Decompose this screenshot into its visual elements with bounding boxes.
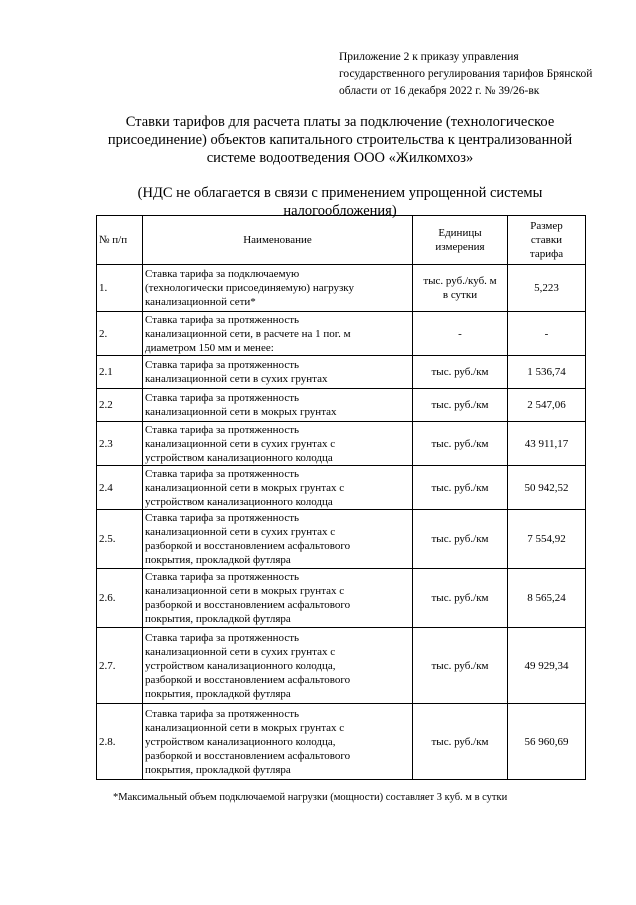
row-name-line: разборкой и восстановлением асфальтового xyxy=(145,599,351,611)
table-row xyxy=(97,628,586,704)
header-name: Наименование xyxy=(143,216,413,265)
appendix-line-1: Приложение 2 к приказу управления xyxy=(339,51,519,63)
row-unit xyxy=(413,569,508,628)
row-value: 50 942,52 xyxy=(508,466,586,510)
title-line-1: Ставки тарифов для расчета платы за подключение (технологическое xyxy=(125,114,555,130)
row-name xyxy=(143,422,413,466)
row-value: 49 929,34 xyxy=(508,628,586,704)
row-name-line: Ставка тарифа за протяженность xyxy=(145,392,300,404)
row-name-line: устройством канализационного колодца, xyxy=(145,659,336,672)
row-name-line: канализационной сети в мокрых грунтах xyxy=(145,406,337,418)
row-number: 2.1 xyxy=(97,356,143,389)
table-body xyxy=(97,265,586,780)
row-name-line: устройством канализационного колодца, xyxy=(145,735,336,748)
row-unit-line: в сутки xyxy=(442,289,478,301)
table-row xyxy=(97,466,586,510)
row-value: 5,223 xyxy=(508,265,586,312)
table-row xyxy=(97,422,586,466)
row-name-line: канализационной сети* xyxy=(145,296,256,308)
row-name-line: Ставка тарифа за протяженность xyxy=(145,313,300,326)
row-unit-line: тыс. руб./км xyxy=(431,481,489,494)
row-unit xyxy=(413,356,508,389)
row-unit-line: тыс. руб./км xyxy=(431,366,489,378)
row-number: 2.8. xyxy=(97,704,143,780)
row-name xyxy=(143,265,413,312)
row-name-line: покрытия, прокладкой футляра xyxy=(145,687,291,700)
row-unit xyxy=(413,389,508,422)
row-name-line: Ставка тарифа за протяженность xyxy=(145,631,300,644)
row-unit-line: тыс. руб./км xyxy=(431,399,489,411)
tariff-table xyxy=(96,215,586,780)
row-unit-line: тыс. руб./км xyxy=(431,659,489,672)
row-name-line: покрытия, прокладкой футляра xyxy=(145,613,291,625)
row-name-line: устройством канализационного колодца xyxy=(145,495,333,508)
row-name xyxy=(143,466,413,510)
row-value: 8 565,24 xyxy=(508,569,586,628)
footnote: *Максимальный объем подключаемой нагрузки (мощности) составляет 3 куб. м в сутки xyxy=(113,792,508,803)
row-name xyxy=(143,389,413,422)
row-name-line: канализационной сети в сухих грунтах xyxy=(145,373,328,385)
row-unit-line: тыс. руб./км xyxy=(431,735,489,748)
table-row xyxy=(97,356,586,389)
row-name-line: устройством канализационного колодца xyxy=(145,451,333,464)
row-number: 2.3 xyxy=(97,422,143,466)
title-line-2: присоединение) объектов капитального строительства к централизованной xyxy=(107,132,573,148)
row-unit xyxy=(413,466,508,510)
row-number: 1. xyxy=(97,265,143,312)
row-value: 43 911,17 xyxy=(508,422,586,466)
row-name-line: Ставка тарифа за протяженность xyxy=(145,512,300,524)
table-row xyxy=(97,704,586,780)
row-name-line: канализационной сети в сухих грунтах с xyxy=(145,645,336,658)
row-name xyxy=(143,628,413,704)
row-value: 7 554,92 xyxy=(508,510,586,569)
appendix-line-2: государственного регулирования тарифов Брянской xyxy=(339,68,593,80)
row-name-line: канализационной сети, в расчете на 1 пог. м xyxy=(145,327,351,340)
table-row xyxy=(97,389,586,422)
title-line-3: системе водоотведения ООО «Жилкомхоз» xyxy=(206,150,474,166)
row-name-line: канализационной сети в мокрых грунтах с xyxy=(145,721,345,734)
row-number: 2. xyxy=(97,312,143,356)
row-name-line: разборкой и восстановлением асфальтового xyxy=(145,540,351,552)
row-name-line: канализационной сети в сухих грунтах с xyxy=(145,526,336,538)
row-value: 1 536,74 xyxy=(508,356,586,389)
row-number: 2.6. xyxy=(97,569,143,628)
row-number: 2.5. xyxy=(97,510,143,569)
document-title xyxy=(90,113,590,167)
row-name xyxy=(143,510,413,569)
header-rate xyxy=(508,216,586,265)
row-name-line: канализационной сети в мокрых грунтах с xyxy=(145,481,345,494)
row-name-line: разборкой и восстановлением асфальтового xyxy=(145,749,351,762)
row-unit xyxy=(413,628,508,704)
appendix-header xyxy=(339,49,629,100)
row-unit xyxy=(413,265,508,312)
row-unit xyxy=(413,704,508,780)
header-rate-line-3: тарифа xyxy=(529,248,564,260)
row-unit-line: тыс. руб./км xyxy=(431,592,489,604)
row-name-line: Ставка тарифа за протяженность xyxy=(145,571,300,583)
row-name-line: (технологически присоединяемую) нагрузку xyxy=(145,282,354,294)
header-unit xyxy=(413,216,508,265)
row-unit xyxy=(413,312,508,356)
row-number: 2.2 xyxy=(97,389,143,422)
row-name xyxy=(143,704,413,780)
row-name-line: разборкой и восстановлением асфальтового xyxy=(145,673,351,686)
table-row xyxy=(97,312,586,356)
row-unit xyxy=(413,510,508,569)
row-name-line: диаметром 150 мм и менее: xyxy=(145,341,274,354)
row-name-line: покрытия, прокладкой футляра xyxy=(145,554,291,566)
header-unit-line-2: измерения xyxy=(435,241,485,253)
row-name-line: канализационной сети в сухих грунтах с xyxy=(145,437,336,450)
row-value: - xyxy=(508,312,586,356)
table-row xyxy=(97,569,586,628)
table-header-row xyxy=(97,216,586,265)
row-name-line: Ставка тарифа за протяженность xyxy=(145,423,300,436)
row-value: 2 547,06 xyxy=(508,389,586,422)
vat-note-line-2: налогообложения) xyxy=(283,203,397,219)
row-name xyxy=(143,569,413,628)
row-name-line: Ставка тарифа за подключаемую xyxy=(145,268,300,280)
vat-note-line-1: (НДС не облагается в связи с применением упрощенной системы xyxy=(137,185,543,201)
row-unit-line: тыс. руб./км xyxy=(431,533,489,545)
row-name-line: Ставка тарифа за протяженность xyxy=(145,359,300,371)
row-unit-line: тыс. руб./км xyxy=(431,437,489,450)
row-number: 2.7. xyxy=(97,628,143,704)
row-name xyxy=(143,312,413,356)
header-num: № п/п xyxy=(97,216,143,265)
row-value: 56 960,69 xyxy=(508,704,586,780)
row-number: 2.4 xyxy=(97,466,143,510)
appendix-line-3: области от 16 декабря 2022 г. № 39/26-вк xyxy=(339,85,540,97)
row-unit xyxy=(413,422,508,466)
row-name-line: Ставка тарифа за протяженность xyxy=(145,467,300,480)
row-name-line: канализационной сети в мокрых грунтах с xyxy=(145,585,345,597)
row-name-line: покрытия, прокладкой футляра xyxy=(145,763,291,776)
header-rate-line-2: ставки xyxy=(530,234,563,246)
table-row xyxy=(97,510,586,569)
row-unit-line: - xyxy=(458,327,462,340)
table-row xyxy=(97,265,586,312)
header-unit-line-1: Единицы xyxy=(438,227,482,239)
row-unit-line: тыс. руб./куб. м xyxy=(423,275,497,287)
row-name xyxy=(143,356,413,389)
row-name-line: Ставка тарифа за протяженность xyxy=(145,707,300,720)
header-rate-line-1: Размер xyxy=(530,220,563,232)
